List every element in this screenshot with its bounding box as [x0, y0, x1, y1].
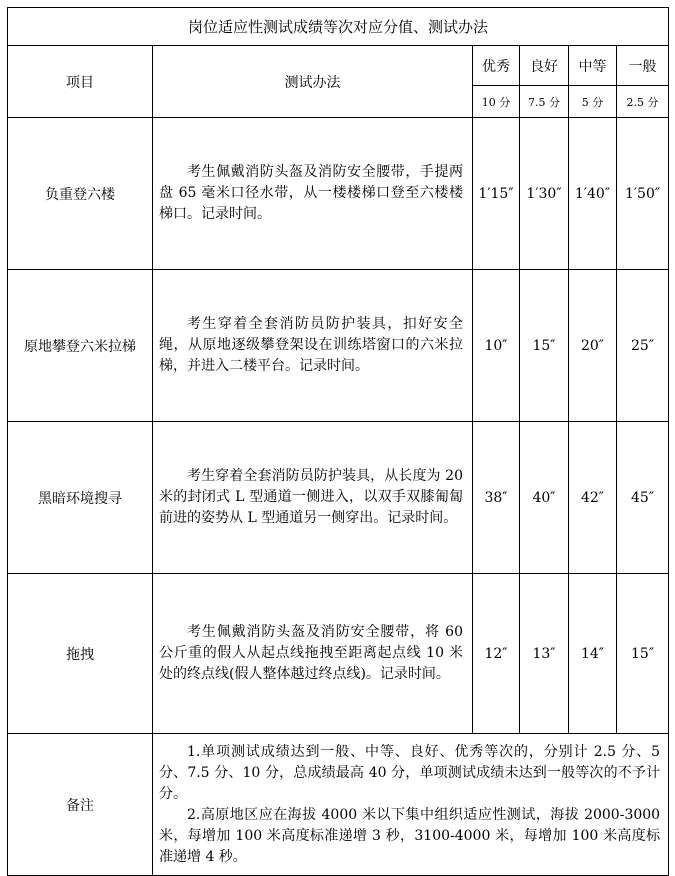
- time-excellent: 12″: [473, 574, 520, 734]
- header-method: 测试办法: [153, 46, 473, 118]
- notes-label: 备注: [8, 734, 153, 876]
- grade-good: 良好: [520, 46, 569, 86]
- time-good: 1′30″: [520, 118, 569, 270]
- item-method: [153, 422, 473, 574]
- time-general: 1′50″: [617, 118, 669, 270]
- table-title: 岗位适应性测试成绩等次对应分值、测试办法: [8, 8, 669, 46]
- item-name: 负重登六楼: [8, 118, 153, 270]
- note-line: 2.高原地区应在海拔 4000 米以下集中组织适应性测试，海拔 2000-3000 米，每增加 100 米高度标准递增 3 秒，3100-4000 米，每增加 100 米高度标准递增 4 秒。: [159, 806, 661, 865]
- time-general: 25″: [617, 270, 669, 422]
- notes-content: [153, 734, 669, 876]
- item-method: [153, 270, 473, 422]
- time-excellent: 38″: [473, 422, 520, 574]
- header-item: 项目: [8, 46, 153, 118]
- time-good: 15″: [520, 270, 569, 422]
- grade-excellent: 优秀: [473, 46, 520, 86]
- grade-general: 一般: [617, 46, 669, 86]
- note-line: 1.单项测试成绩达到一般、中等、良好、优秀等次的，分别计 2.5 分、5 分、7.5 分、10 分，总成绩最高 40 分，单项测试成绩未达到一般等次的不予计分。: [159, 743, 661, 802]
- method-text: 考生穿着全套消防员防护装具，从长度为 20 米的封闭式 L 型通道一侧进入，以双手双膝匍匐前进的姿势从 L 型通道另一侧穿出。记录时间。: [159, 468, 463, 526]
- item-name: 黑暗环境搜寻: [8, 422, 153, 574]
- points-excellent: 10 分: [473, 86, 520, 118]
- method-text: 考生穿着全套消防员防护装具，扣好安全绳，从原地逐级攀登架设在训练塔窗口的六米拉梯，并进入二楼平台。记录时间。: [159, 316, 463, 374]
- time-medium: 14″: [569, 574, 617, 734]
- time-medium: 20″: [569, 270, 617, 422]
- table-row: [8, 422, 669, 574]
- points-good: 7.5 分: [520, 86, 569, 118]
- item-method: [153, 118, 473, 270]
- method-text: 考生佩戴消防头盔及消防安全腰带，手提两盘 65 毫米口径水带，从一楼楼梯口登至六楼楼梯口。记录时间。: [159, 164, 463, 222]
- time-good: 13″: [520, 574, 569, 734]
- notes-row: [8, 734, 669, 876]
- time-excellent: 10″: [473, 270, 520, 422]
- grade-medium: 中等: [569, 46, 617, 86]
- item-method: [153, 574, 473, 734]
- time-medium: 1′40″: [569, 118, 617, 270]
- points-medium: 5 分: [569, 86, 617, 118]
- points-general: 2.5 分: [617, 86, 669, 118]
- time-good: 40″: [520, 422, 569, 574]
- time-excellent: 1′15″: [473, 118, 520, 270]
- time-general: 15″: [617, 574, 669, 734]
- method-text: 考生佩戴消防头盔及消防安全腰带，将 60 公斤重的假人从起点线拖拽至距离起点线 10 米处的终点线(假人整体越过终点线)。记录时间。: [159, 624, 463, 682]
- table-row: [8, 118, 669, 270]
- time-medium: 42″: [569, 422, 617, 574]
- table-row: [8, 270, 669, 422]
- table-row: [8, 574, 669, 734]
- score-table: [7, 7, 669, 876]
- time-general: 45″: [617, 422, 669, 574]
- item-name: 原地攀登六米拉梯: [8, 270, 153, 422]
- item-name: 拖拽: [8, 574, 153, 734]
